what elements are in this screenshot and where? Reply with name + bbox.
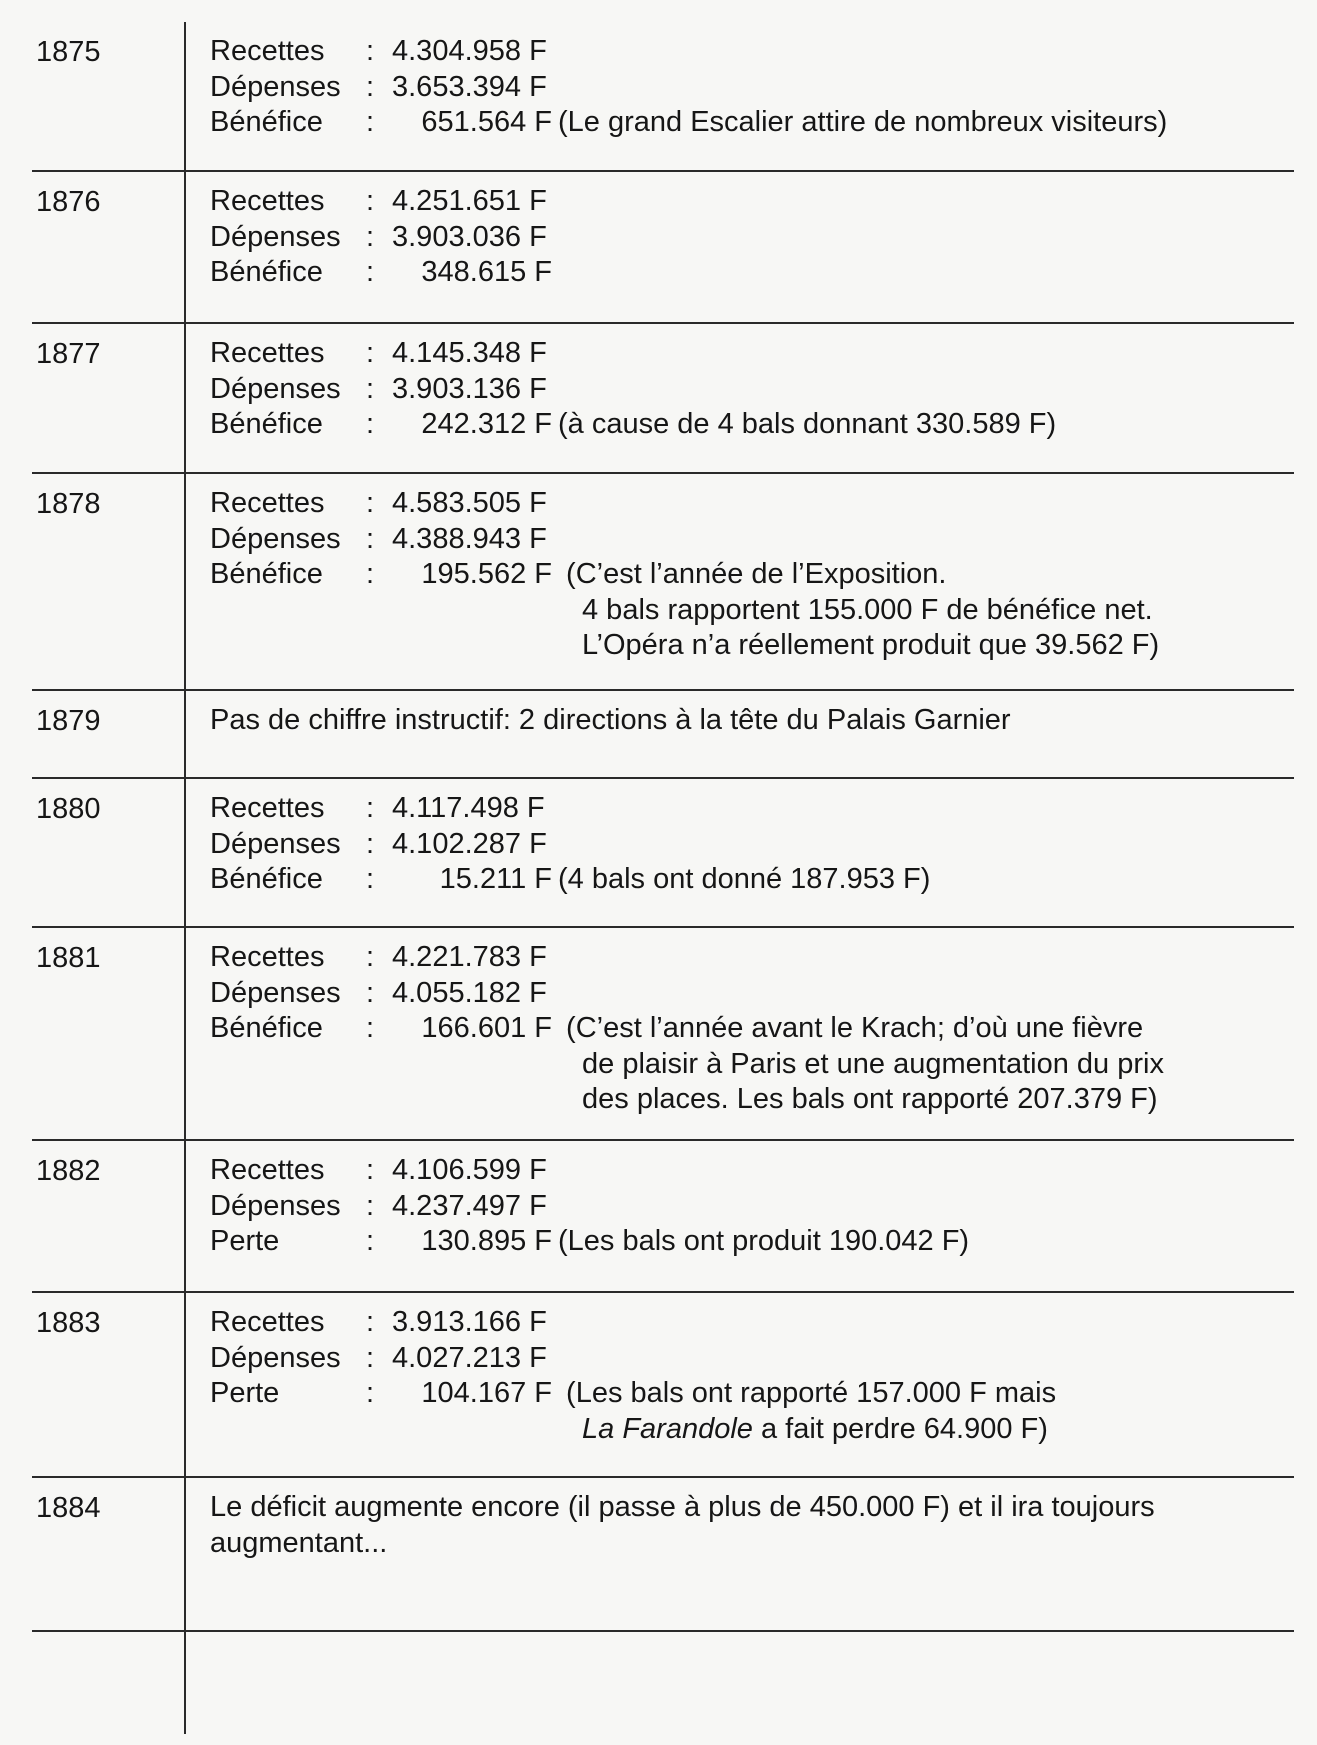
recettes-label: Recettes	[210, 1154, 325, 1186]
colon-separator: :	[366, 827, 375, 860]
table-row	[32, 22, 1294, 172]
result-amount: 130.895 F	[421, 1225, 552, 1257]
recettes-amount: 4.106.599 F	[392, 1154, 547, 1186]
row-content	[210, 1478, 1294, 1585]
row-content	[210, 691, 1294, 763]
colon-separator: :	[366, 35, 375, 67]
depenses-label: Dépenses	[210, 70, 341, 103]
row-text: Le déficit augmente encore (il passe à plus de 450.000 F) et il ira toujours augmentant...	[210, 1491, 1155, 1559]
colon-separator: :	[366, 256, 375, 288]
result-amount: 195.562 F	[421, 558, 552, 590]
colon-separator: :	[366, 1377, 375, 1409]
table-row	[32, 779, 1294, 928]
result-label: Bénéfice	[210, 256, 323, 288]
colon-separator: :	[366, 1189, 375, 1222]
recettes-amount: 4.251.651 F	[392, 185, 547, 217]
result-label: Bénéfice	[210, 558, 323, 590]
result-note: (Les bals ont produit 190.042 F)	[558, 1225, 970, 1257]
table-row	[32, 324, 1294, 474]
depenses-line	[210, 976, 1294, 1012]
colon-separator: :	[366, 792, 375, 824]
result-amount: 651.564 F	[421, 106, 552, 138]
colon-separator: :	[366, 1341, 375, 1374]
colon-separator: :	[366, 1012, 375, 1044]
depenses-amount: 4.055.182 F	[392, 976, 547, 1009]
result-label: Bénéfice	[210, 408, 323, 440]
depenses-line	[210, 827, 1294, 863]
note-continuation: des places. Les bals ont rapporté 207.379 F)	[582, 1083, 1158, 1115]
depenses-label: Dépenses	[210, 372, 341, 405]
row-content	[210, 928, 1294, 1142]
depenses-amount: 3.653.394 F	[392, 70, 547, 103]
row-text: Pas de chiffre instructif: 2 directions à la tête du Palais Garnier	[210, 704, 1011, 736]
recettes-line	[210, 791, 1294, 827]
depenses-label: Dépenses	[210, 976, 341, 1009]
note-continuation: de plaisir à Paris et une augmentation du prix	[582, 1047, 1164, 1080]
note-continuation: L’Opéra n’a réellement produit que 39.562 F)	[582, 629, 1160, 661]
result-amount: 15.211 F	[439, 863, 552, 895]
depenses-amount: 4.237.497 F	[392, 1189, 547, 1222]
result-label: Perte	[210, 1225, 280, 1257]
note-continuation-text: a fait perdre 64.900 F)	[752, 1412, 1048, 1445]
recettes-line	[210, 34, 1294, 70]
result-label: Bénéfice	[210, 1012, 323, 1044]
result-amount: 348.615 F	[421, 256, 552, 288]
result-amount: 166.601 F	[421, 1012, 552, 1044]
recettes-label: Recettes	[210, 185, 325, 217]
row-content	[210, 779, 1294, 922]
recettes-amount: 4.145.348 F	[392, 337, 547, 369]
recettes-line	[210, 940, 1294, 976]
recettes-line	[210, 486, 1294, 522]
depenses-amount: 4.027.213 F	[392, 1341, 547, 1374]
result-note: (Le grand Escalier attire de nombreux visiteurs)	[558, 106, 1168, 138]
depenses-label: Dépenses	[210, 220, 341, 253]
row-content	[210, 1141, 1294, 1284]
colon-separator: :	[366, 1154, 375, 1186]
depenses-label: Dépenses	[210, 1341, 341, 1374]
year-label: 1882	[36, 1155, 101, 1187]
recettes-label: Recettes	[210, 487, 325, 519]
depenses-label: Dépenses	[210, 827, 341, 860]
depenses-line	[210, 1189, 1294, 1225]
colon-separator: :	[366, 863, 375, 895]
colon-separator: :	[366, 70, 375, 103]
row-content	[210, 324, 1294, 467]
year-label: 1881	[36, 942, 101, 974]
colon-separator: :	[366, 372, 375, 405]
recettes-amount: 4.221.783 F	[392, 941, 547, 973]
depenses-amount: 3.903.036 F	[392, 220, 547, 253]
depenses-line	[210, 522, 1294, 558]
note-continuation	[210, 1412, 1294, 1448]
colon-separator: :	[366, 976, 375, 1009]
depenses-line	[210, 70, 1294, 106]
colon-separator: :	[366, 558, 375, 590]
result-note: (C’est l’année avant le Krach; d’où une fièvre	[558, 1012, 1144, 1044]
recettes-label: Recettes	[210, 35, 325, 67]
colon-separator: :	[366, 185, 375, 217]
result-label: Bénéfice	[210, 863, 323, 895]
colon-separator: :	[366, 337, 375, 369]
year-label: 1879	[36, 705, 101, 737]
depenses-line	[210, 1341, 1294, 1377]
depenses-amount: 3.903.136 F	[392, 372, 547, 405]
result-line	[210, 255, 1294, 291]
work-title: La Farandole	[582, 1412, 753, 1445]
table-row	[32, 172, 1294, 324]
result-note: (C’est l’année de l’Exposition.	[558, 558, 947, 590]
year-label: 1878	[36, 488, 101, 520]
depenses-amount: 4.388.943 F	[392, 522, 547, 555]
recettes-amount: 3.913.166 F	[392, 1306, 547, 1338]
colon-separator: :	[366, 1225, 375, 1257]
recettes-line	[210, 1153, 1294, 1189]
result-note: (Les bals ont rapporté 157.000 F mais	[558, 1377, 1057, 1409]
colon-separator: :	[366, 522, 375, 555]
depenses-amount: 4.102.287 F	[392, 827, 547, 860]
table-row	[32, 1478, 1294, 1632]
result-line	[210, 1224, 1294, 1260]
result-line	[210, 862, 1294, 898]
year-label: 1884	[36, 1492, 101, 1524]
colon-separator: :	[366, 106, 375, 138]
colon-separator: :	[366, 220, 375, 253]
result-label: Perte	[210, 1377, 280, 1409]
year-label: 1883	[36, 1307, 101, 1339]
table-row	[32, 474, 1294, 691]
table-row	[32, 691, 1294, 779]
result-label: Bénéfice	[210, 106, 323, 138]
row-content	[210, 22, 1294, 165]
recettes-line	[210, 336, 1294, 372]
depenses-label: Dépenses	[210, 522, 341, 555]
recettes-label: Recettes	[210, 941, 325, 973]
colon-separator: :	[366, 487, 375, 519]
result-line	[210, 557, 1294, 593]
year-label: 1877	[36, 338, 101, 370]
recettes-label: Recettes	[210, 1306, 325, 1338]
result-line	[210, 1376, 1294, 1412]
year-label: 1880	[36, 793, 101, 825]
recettes-amount: 4.583.505 F	[392, 487, 547, 519]
result-amount: 242.312 F	[421, 408, 552, 440]
note-continuation: 4 bals rapportent 155.000 F de bénéfice net.	[582, 593, 1153, 626]
depenses-line	[210, 220, 1294, 256]
year-label: 1875	[36, 36, 101, 68]
colon-separator: :	[366, 1306, 375, 1338]
result-note: (4 bals ont donné 187.953 F)	[558, 863, 931, 895]
row-content	[210, 1293, 1294, 1471]
table-row	[32, 1293, 1294, 1478]
year-label: 1876	[36, 186, 101, 218]
finance-table	[32, 22, 1294, 1632]
result-note: (à cause de 4 bals donnant 330.589 F)	[558, 408, 1057, 440]
recettes-label: Recettes	[210, 337, 325, 369]
result-amount: 104.167 F	[421, 1377, 552, 1409]
result-line	[210, 105, 1294, 141]
recettes-amount: 4.117.498 F	[392, 792, 545, 824]
recettes-amount: 4.304.958 F	[392, 35, 547, 67]
depenses-label: Dépenses	[210, 1189, 341, 1222]
colon-separator: :	[366, 408, 375, 440]
colon-separator: :	[366, 941, 375, 973]
table-row	[32, 1141, 1294, 1293]
recettes-line	[210, 1305, 1294, 1341]
recettes-line	[210, 184, 1294, 220]
table-row	[32, 928, 1294, 1141]
result-line	[210, 407, 1294, 443]
recettes-label: Recettes	[210, 792, 325, 824]
result-line	[210, 1011, 1294, 1047]
row-content	[210, 474, 1294, 688]
depenses-line	[210, 372, 1294, 408]
row-content	[210, 172, 1294, 315]
